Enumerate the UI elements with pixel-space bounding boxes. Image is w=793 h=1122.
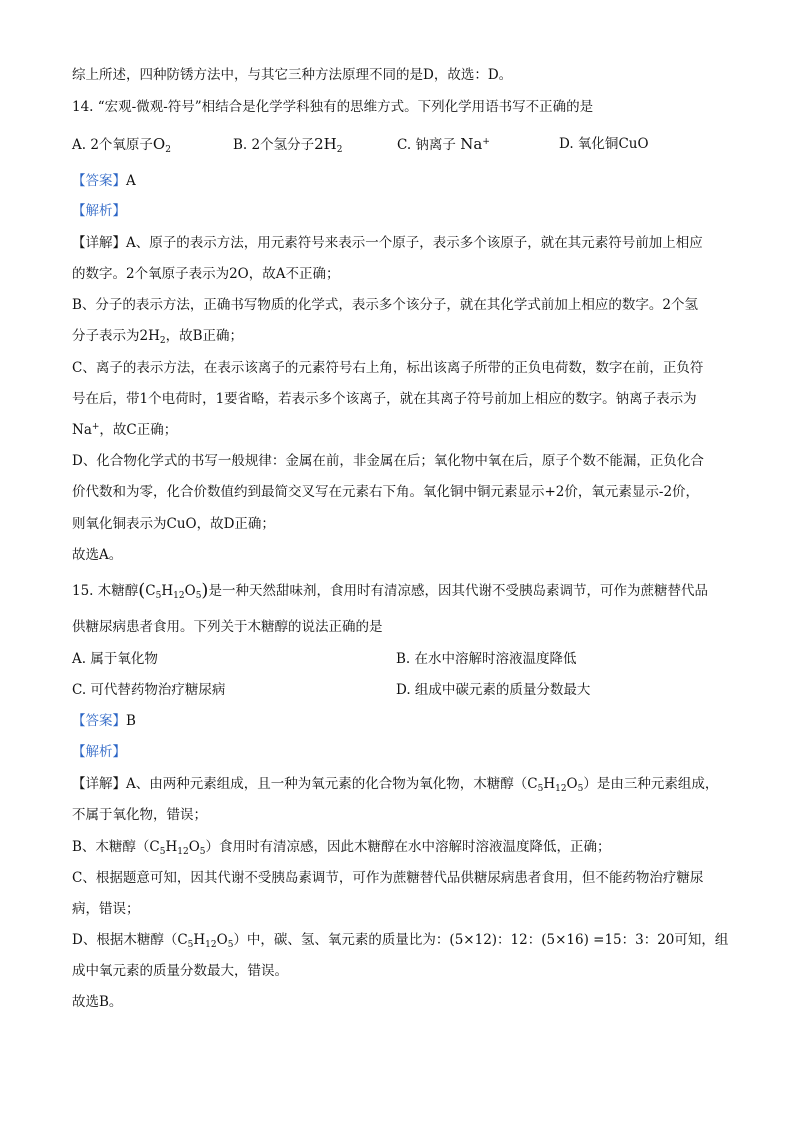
answer-tag: 【答案】 [72,713,126,729]
q14-option-a: A. 2个氧原子$O_2$ [72,135,171,155]
q15-analysis-tag: 【解析】 [72,744,126,760]
q15-detail-line-8: 故选B。 [72,994,123,1010]
q15-detail-line-6: D、根据木糖醇$(C_5H_{12}O_5)$中，碳、氢、氧元素的质量比为：(5×12)：12：(5×16) =15：3：20可知，组 [72,932,729,950]
q15-detail-line-4: C、根据题意可知，因其代谢不受胰岛素调节，可作为蔗糖替代品供糖尿病患者食用，但不能药物治疗糖尿 [72,870,704,886]
q15-answer: 【答案】B [72,713,136,729]
intro-conclusion: 综上所述，四种防锈方法中，与其它三种方法原理不同的是D，故选：D。 [72,67,513,83]
q15-detail-line-1: 【详解】A、由两种元素组成，且一种为氧元素的化合物为氧化物，木糖醇$(C_5H_{12}O_5)$是由三种元素组成， [72,776,719,794]
q14-detail-line-6: 号在后，带1个电荷时，1要省略，若表示多个该离子，就在其离子符号前加上相应的数字。钠离子表示为 [72,391,697,407]
q14-detail-line-4: 分子表示为$2H_2$，故B正确； [72,328,244,346]
q15-stem-line-1: 15. 木糖醇$(C_5H_{12}O_5)$是一种天然甜味剂，食用时有清凉感，因其代谢不受胰岛素调节，可作为蔗糖替代品 [72,580,708,601]
q14-detail-line-2: 的数字。2个氧原子表示为2O，故A不正确； [72,266,340,282]
q14-option-d: D. 氧化铜CuO [559,136,649,152]
q14-detail-line-7: Na+，故C正确； [72,422,178,438]
q14-detail-line-8: D、化合物化学式的书写一般规律：金属在前，非金属在后；氧化物中氧在后，原子个数不能漏，正负化合 [72,453,704,469]
q14-analysis-tag: 【解析】 [72,203,126,219]
q14-stem: 14. “宏观-微观-符号”相结合是化学学科独有的思维方式。下列化学用语书写不正确的是 [72,99,594,115]
q15-detail-line-7: 成中氧元素的质量分数最大，错误。 [72,963,288,979]
q14-detail-line-5: C、离子的表示方法，在表示该离子的元素符号右上角，标出该离子所带的正负电荷数，数字在前，正负符 [72,360,704,376]
q15-detail-line-3: B、木糖醇$(C_5H_{12}O_5)$食用时有清凉感，因此木糖醇在水中溶解时溶液温度降低，正确； [72,839,611,857]
q15-stem-line-2: 供糖尿病患者食用。下列关于木糖醇的说法正确的是 [72,619,383,635]
q15-detail-line-5: 病，错误； [72,901,140,917]
q14-detail-line-10: 则氧化铜表示为CuO，故D正确； [72,516,275,532]
q14-option-c: C. 钠离子 Na+ [397,135,490,153]
q15-option-c: C. 可代替药物治疗糖尿病 [72,682,226,698]
q15-option-a: A. 属于氧化物 [72,651,158,667]
q14-detail-line-1: 【详解】A、原子的表示方法，用元素符号来表示一个原子，表示多个该原子，就在其元素符号前加上相应 [72,235,703,251]
q14-option-b: B. 2个氢分子$2H_2$ [233,135,343,155]
q15-option-b: B. 在水中溶解时溶液温度降低 [396,651,577,667]
q15-detail-line-2: 不属于氧化物，错误； [72,807,207,823]
q14-detail-line-9: 价代数和为零，化合价数值约到最简交叉写在元素右下角。氧化铜中铜元素显示+2价，氧元素显示-2价， [72,484,700,500]
q14-answer: 【答案】A [72,173,136,189]
q14-detail-line-3: B、分子的表示方法，正确书写物质的化学式，表示多个该分子，就在其化学式前加上相应的数字。2个氢 [72,297,699,313]
answer-tag: 【答案】 [72,173,126,189]
q14-detail-line-11: 故选A。 [72,547,123,563]
q15-option-d: D. 组成中碳元素的质量分数最大 [396,682,591,698]
